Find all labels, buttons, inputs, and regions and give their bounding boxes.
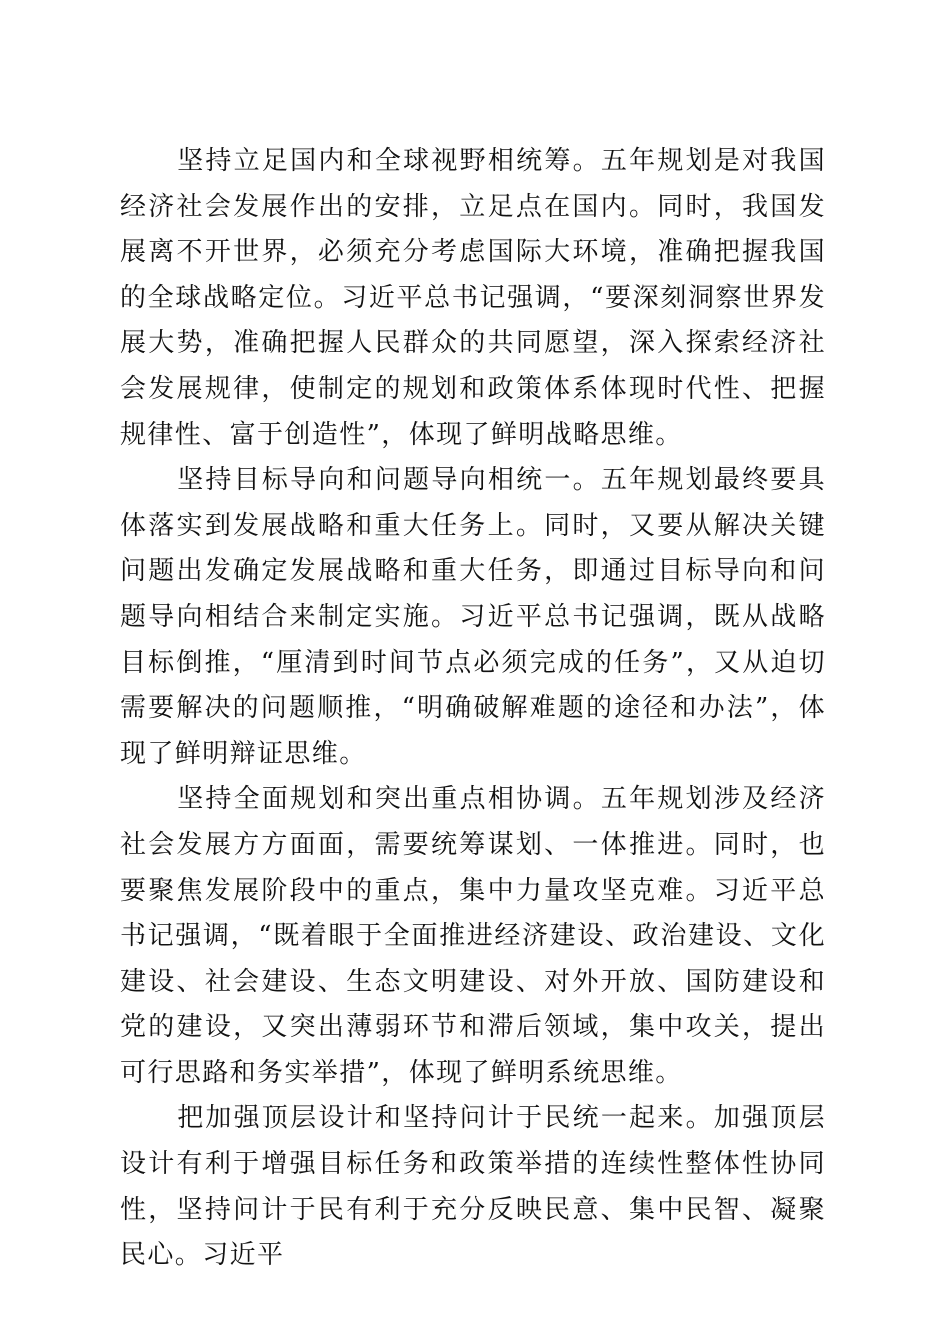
paragraph-top-level-design: 把加强顶层设计和坚持问计于民统一起来。加强顶层设计有利于增强目标任务和政策举措的连续性整体性协同性，坚持问计于民有利于充分反映民意、集中民智、凝聚民心。习近平 xyxy=(120,1103,826,1271)
paragraph-systems-thinking: 坚持全面规划和突出重点相协调。五年规划涉及经济社会发展方方面面，需要统筹谋划、一体推进。同时，也要聚焦发展阶段中的重点，集中力量攻坚克难。习近平总书记强调，“既着眼于全面推进经济建设、政治建设、文化建设、社会建设、生态文明建设、对外开放、国防建设和党的建设，又突出薄弱环节和滞后领域，集中攻关，提出可行思路和务实举措”，体现了鲜明系统思维。 xyxy=(120,784,826,1088)
document-body xyxy=(120,139,826,1279)
paragraph-dialectical-thinking: 坚持目标导向和问题导向相统一。五年规划最终要具体落实到发展战略和重大任务上。同时，又要从解决关键问题出发确定发展战略和重大任务，即通过目标导向和问题导向相结合来制定实施。习近平总书记强调，既从战略目标倒推，“厘清到时间节点必须完成的任务”，又从迫切需要解决的问题顺推，“明确破解难题的途径和办法”，体现了鲜明辩证思维。 xyxy=(120,465,826,769)
paragraph-strategic-thinking: 坚持立足国内和全球视野相统筹。五年规划是对我国经济社会发展作出的安排，立足点在国内。同时，我国发展离不开世界，必须充分考虑国际大环境，准确把握我国的全球战略定位。习近平总书记强调，“要深刻洞察世界发展大势，准确把握人民群众的共同愿望，深入探索经济社会发展规律，使制定的规划和政策体系体现时代性、把握规律性、富于创造性”，体现了鲜明战略思维。 xyxy=(120,146,826,450)
